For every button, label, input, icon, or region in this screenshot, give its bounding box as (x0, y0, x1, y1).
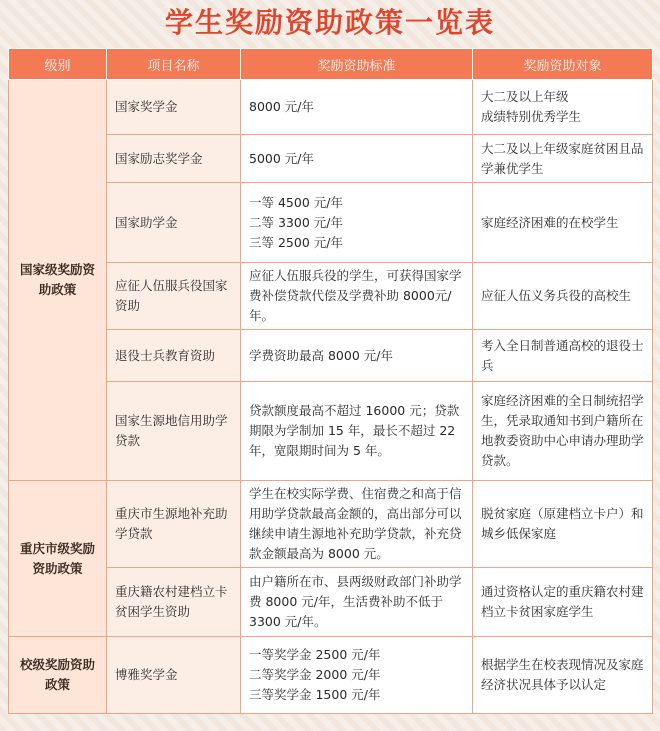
header-project-name: 项目名称 (107, 49, 241, 80)
standard-line: 一等奖学金 2500 元/年 (249, 647, 381, 662)
standard-cell (241, 637, 473, 714)
project-name-cell: 应征人伍服兵役国家资助 (107, 263, 241, 330)
target-line: 考入全日制普通高校的退役士兵 (481, 337, 644, 373)
target-line: 家庭经济困难的在校学生 (481, 214, 619, 230)
project-name-cell: 国家奖学金 (107, 80, 241, 135)
standard-line: 5000 元/年 (249, 150, 314, 166)
policy-table (8, 48, 653, 714)
target-cell (473, 263, 653, 330)
target-cell (473, 637, 653, 714)
standard-line: 三等 2500 元/年 (249, 234, 343, 250)
project-name-cell: 重庆市生源地补充助学贷款 (107, 481, 241, 568)
page-title: 学生奖励资助政策一览表 (164, 6, 495, 39)
standard-line: 学生在校实际学费、住宿费之和高于信用助学贷款最高金额的，高出部分可以继续申请生源地补充助学贷款，补充贷款金额最高为 8000 元。 (249, 486, 462, 561)
standard-line: 学费资助最高 8000 元/年 (249, 347, 393, 363)
target-cell (473, 568, 653, 637)
target-line: 脱贫家庭（原建档立卡户）和城乡低保家庭 (481, 506, 644, 541)
standard-cell (241, 263, 473, 330)
header-level: 级别 (9, 49, 107, 80)
standard-cell (241, 481, 473, 568)
target-cell (473, 80, 653, 135)
target-cell (473, 135, 653, 183)
project-name-cell: 国家励志奖学金 (107, 135, 241, 183)
target-cell (473, 382, 653, 481)
level-cell: 国家级奖励资助政策 (9, 80, 107, 481)
standard-line: 一等 4500 元/年 (249, 194, 343, 210)
target-line: 根据学生在校表现情况及家庭经济状况具体予以认定 (481, 657, 644, 692)
standard-line: 二等奖学金 2000 元/年 (249, 667, 381, 682)
target-line: 大二及以上年级 (481, 89, 569, 104)
level-cell: 重庆市级奖励资助政策 (9, 481, 107, 637)
standard-line: 贷款额度最高不超过 16000 元；贷款期限为学制加 15 年，最长不超过 22年，宽限期时间为 5 年。 (249, 403, 460, 458)
target-line: 应征人伍义务兵役的高校生 (481, 288, 632, 303)
header-row (9, 49, 653, 80)
standard-line: 三等奖学金 1500 元/年 (249, 687, 381, 702)
target-line: 通过资格认定的重庆籍农村建档立卡贫困家庭学生 (481, 584, 644, 619)
standard-line: 应征人伍服兵役的学生，可获得国家学费补偿贷款代偿及学费补助 8000元/年。 (249, 268, 462, 323)
project-name-cell: 国家生源地信用助学贷款 (107, 382, 241, 481)
table-row (9, 481, 653, 568)
table-row (9, 80, 653, 135)
level-cell: 校级奖励资助政策 (9, 637, 107, 714)
header-target: 奖励资助对象 (473, 49, 653, 80)
standard-cell (241, 568, 473, 637)
project-name-cell: 退役士兵教育资助 (107, 330, 241, 382)
standard-cell (241, 382, 473, 481)
standard-line: 由户籍所在市、县两级财政部门补助学费 8000 元/年，生活费补助不低于 3300 元/年。 (249, 574, 462, 629)
target-cell (473, 183, 653, 263)
project-name-cell: 博雅奖学金 (107, 637, 241, 714)
standard-cell (241, 135, 473, 183)
standard-line: 8000 元/年 (249, 99, 314, 114)
project-name-cell: 国家助学金 (107, 183, 241, 263)
project-name-cell: 重庆籍农村建档立卡贫困学生资助 (107, 568, 241, 637)
target-line: 家庭经济困难的全日制统招学生，凭录取通知书到户籍所在地教委资助中心申请办理助学贷款。 (481, 393, 644, 468)
target-cell (473, 481, 653, 568)
target-line: 成绩特别优秀学生 (481, 109, 582, 124)
target-line: 大二及以上年级家庭贫困且品学兼优学生 (481, 140, 644, 176)
standard-cell (241, 330, 473, 382)
standard-cell (241, 80, 473, 135)
header-standard: 奖励资助标准 (241, 49, 473, 80)
target-cell (473, 330, 653, 382)
table-row (9, 637, 653, 714)
standard-cell (241, 183, 473, 263)
standard-line: 二等 3300 元/年 (249, 214, 343, 230)
